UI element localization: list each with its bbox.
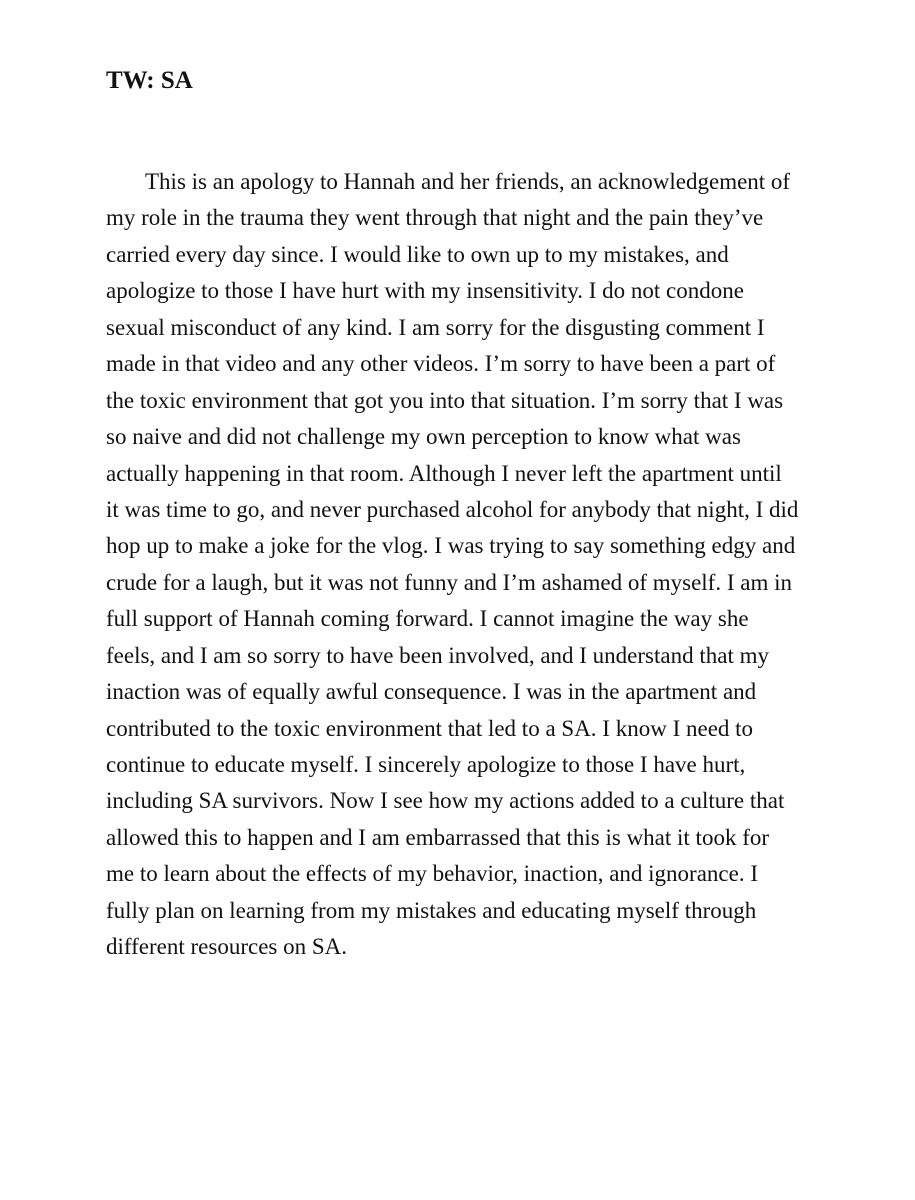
paragraph-line: the toxic environment that got you into that situation. I’m sorry that I was [106,387,784,413]
paragraph-line: different resources on SA. [106,934,348,960]
paragraph-line: including SA survivors. Now I see how my actions added to a culture that [106,788,785,814]
paragraph-line: full support of Hannah coming forward. I cannot imagine the way she [106,606,749,632]
paragraph-line: hop up to make a joke for the vlog. I was trying to say something edgy and [106,533,796,559]
paragraph-line: carried every day since. I would like to own up to my mistakes, and [106,241,729,267]
paragraph-line: apologize to those I have hurt with my insensitivity. I do not condone [106,278,744,304]
paragraph-line: actually happening in that room. Although I never left the apartment until [106,460,782,486]
paragraph-line: sexual misconduct of any kind. I am sorry for the disgusting comment I [106,314,765,340]
paragraph-line: it was time to go, and never purchased alcohol for anybody that night, I did [106,496,799,522]
paragraph-line: fully plan on learning from my mistakes and educating myself through [106,897,757,923]
paragraph-line: contributed to the toxic environment that led to a SA. I know I need to [106,715,754,741]
paragraph-line: This is an apology to Hannah and her friends, an acknowledgement of [145,169,791,194]
document-heading: TW: SA [106,67,193,94]
apology-paragraph [106,164,846,966]
paragraph-line: crude for a laugh, but it was not funny and I’m ashamed of myself. I am in [106,569,792,595]
paragraph-line: made in that video and any other videos. I’m sorry to have been a part of [106,351,776,377]
paragraph-line: continue to educate myself. I sincerely apologize to those I have hurt, [106,752,746,777]
paragraph-line: allowed this to happen and I am embarrassed that this is what it took for [106,824,770,850]
paragraph-line: inaction was of equally awful consequence. I was in the apartment and [106,679,757,705]
paragraph-line: feels, and I am so sorry to have been involved, and I understand that my [106,642,769,668]
paragraph-line: me to learn about the effects of my behavior, inaction, and ignorance. I [106,861,758,887]
paragraph-line: my role in the trauma they went through that night and the pain they’ve [106,205,764,231]
paragraph-line: so naive and did not challenge my own perception to know what was [106,424,741,450]
